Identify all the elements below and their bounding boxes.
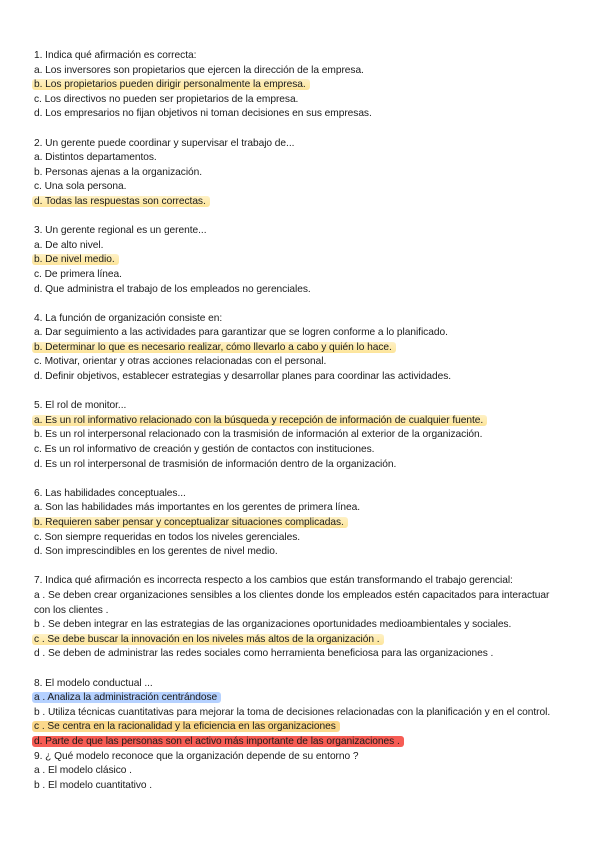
answer-text: b . Utiliza técnicas cuantitativas para mejorar la toma de decisiones relacionadas con la planificación y en el control.	[34, 706, 551, 718]
highlighted-answer-text: d. Parte de que las personas son el activo más importante de las organizaciones .	[32, 736, 404, 747]
question-prompt: 4. La función de organización consiste en:	[34, 312, 223, 324]
answer-option	[34, 341, 566, 356]
answer-option	[34, 691, 566, 706]
question-3	[34, 224, 566, 297]
question-1	[34, 49, 566, 122]
answer-text: c. Son siempre requeridas en todos los niveles gerenciales.	[34, 531, 301, 543]
answer-option	[34, 370, 566, 385]
answer-option	[34, 501, 566, 516]
question-prompt: 9. ¿ Qué modelo reconoce que la organización depende de su entorno ?	[34, 750, 359, 762]
answer-text: b. Personas ajenas a la organización.	[34, 166, 203, 178]
answer-text: d. Que administra el trabajo de los empleados no gerenciales.	[34, 283, 311, 295]
answer-text: d. Son imprescindibles en los gerentes de nivel medio.	[34, 546, 278, 558]
answer-text: a. De alto nivel.	[34, 239, 104, 251]
answer-text: a. Distintos departamentos.	[34, 152, 157, 164]
answer-option	[34, 589, 564, 618]
highlighted-answer-text: c . Se debe buscar la innovación en los niveles más altos de la organización .	[32, 634, 384, 645]
answer-text: c. Es un rol informativo de creación y gestión de contactos con instituciones.	[34, 444, 375, 456]
answer-option	[34, 326, 566, 341]
answer-option	[34, 239, 566, 254]
answer-option	[34, 458, 566, 473]
answer-option	[34, 706, 564, 721]
answer-text: d. Es un rol interpersonal de trasmisión de información dentro de la organización.	[34, 458, 397, 470]
answer-option	[34, 633, 566, 648]
highlighted-answer-text: a . Analiza la administración centrándose	[32, 692, 221, 703]
answer-option	[34, 180, 566, 195]
answer-option	[34, 443, 566, 458]
highlighted-answer-text: b. Los propietarios pueden dirigir personalmente la empresa.	[32, 79, 310, 90]
highlighted-answer-text: d. Todas las respuestas son correctas.	[32, 196, 210, 207]
answer-text: d . Se deben de administrar las redes sociales como herramienta beneficiosa para las organizaciones .	[34, 648, 494, 660]
answer-option	[34, 355, 566, 370]
answer-option	[34, 618, 566, 633]
answer-text: d. Definir objetivos, establecer estrategias y desarrollar planes para coordinar las actividades.	[34, 371, 452, 383]
question-prompt: 8. El modelo conductual ...	[34, 677, 153, 689]
answer-text: b. Es un rol interpersonal relacionado con la trasmisión de información al exterior de la organización.	[34, 429, 483, 441]
answer-option	[34, 166, 566, 181]
question-2	[34, 137, 566, 210]
answer-option	[34, 531, 566, 546]
answer-text: d. Los empresarios no fijan objetivos ni toman decisiones en sus empresas.	[34, 108, 372, 120]
question-7	[34, 574, 566, 662]
answer-option	[34, 107, 566, 122]
answer-option	[34, 428, 566, 443]
answer-option	[34, 647, 566, 662]
answer-option	[34, 735, 566, 750]
question-prompt: 2. Un gerente puede coordinar y supervisar el trabajo de...	[34, 137, 295, 149]
question-prompt: 5. El rol de monitor...	[34, 400, 127, 412]
answer-option	[34, 64, 566, 79]
answer-text: c. De primera línea.	[34, 268, 122, 280]
highlighted-answer-text: b. Determinar lo que es necesario realizar, cómo llevarlo a cabo y quién lo hace.	[32, 342, 396, 353]
answer-option	[34, 720, 566, 735]
question-5	[34, 399, 566, 472]
answer-option	[34, 93, 566, 108]
answer-option	[34, 516, 566, 531]
answer-text: b . Se deben integrar en las estrategias de las organizaciones oportunidades medioambientales y sociales.	[34, 619, 512, 631]
question-prompt: 3. Un gerente regional es un gerente...	[34, 225, 207, 237]
question-8	[34, 677, 566, 750]
question-prompt: 1. Indica qué afirmación es correcta:	[34, 50, 197, 61]
answer-option	[34, 414, 566, 429]
answer-text: c. Una sola persona.	[34, 181, 127, 193]
answer-text: c. Motivar, orientar y otras acciones relacionadas con el personal.	[34, 356, 327, 368]
answer-text: a. Son las habilidades más importantes en los gerentes de primera línea.	[34, 502, 360, 514]
answer-text: b . El modelo cuantitativo .	[34, 779, 153, 791]
question-prompt: 7. Indica qué afirmación es incorrecta respecto a los cambios que están transformando el trabajo gerencial:	[34, 575, 513, 587]
answer-text: a . Se deben crear organizaciones sensibles a los clientes donde los empleados estén capacitados para interactuar con los clientes .	[34, 589, 550, 616]
answer-text: c. Los directivos no pueden ser propietarios de la empresa.	[34, 93, 299, 105]
answer-option	[34, 195, 566, 210]
answer-text: a. Los inversores son propietarios que ejercen la dirección de la empresa.	[34, 64, 364, 76]
answer-option	[34, 151, 566, 166]
question-prompt: 6. Las habilidades conceptuales...	[34, 487, 186, 499]
answer-text: a. Dar seguimiento a las actividades para garantizar que se logren conforme a lo planificado.	[34, 327, 448, 339]
answer-option	[34, 253, 566, 268]
highlighted-answer-text: b. Requieren saber pensar y conceptualizar situaciones complicadas.	[32, 517, 348, 528]
answer-option	[34, 764, 566, 779]
answer-option	[34, 545, 566, 560]
question-4	[34, 312, 566, 385]
highlighted-answer-text: a. Es un rol informativo relacionado con la búsqueda y recepción de información de cualquier fuente.	[32, 415, 487, 426]
answer-option	[34, 268, 566, 283]
question-6	[34, 487, 566, 560]
answer-option	[34, 283, 566, 298]
highlighted-answer-text: b. De nivel medio.	[32, 254, 119, 265]
highlighted-answer-text: c . Se centra en la racionalidad y la eficiencia en las organizaciones	[32, 721, 340, 732]
answer-text: a . El modelo clásico .	[34, 765, 132, 777]
answer-option	[34, 779, 566, 794]
question-9	[34, 750, 566, 794]
answer-option	[34, 78, 566, 93]
